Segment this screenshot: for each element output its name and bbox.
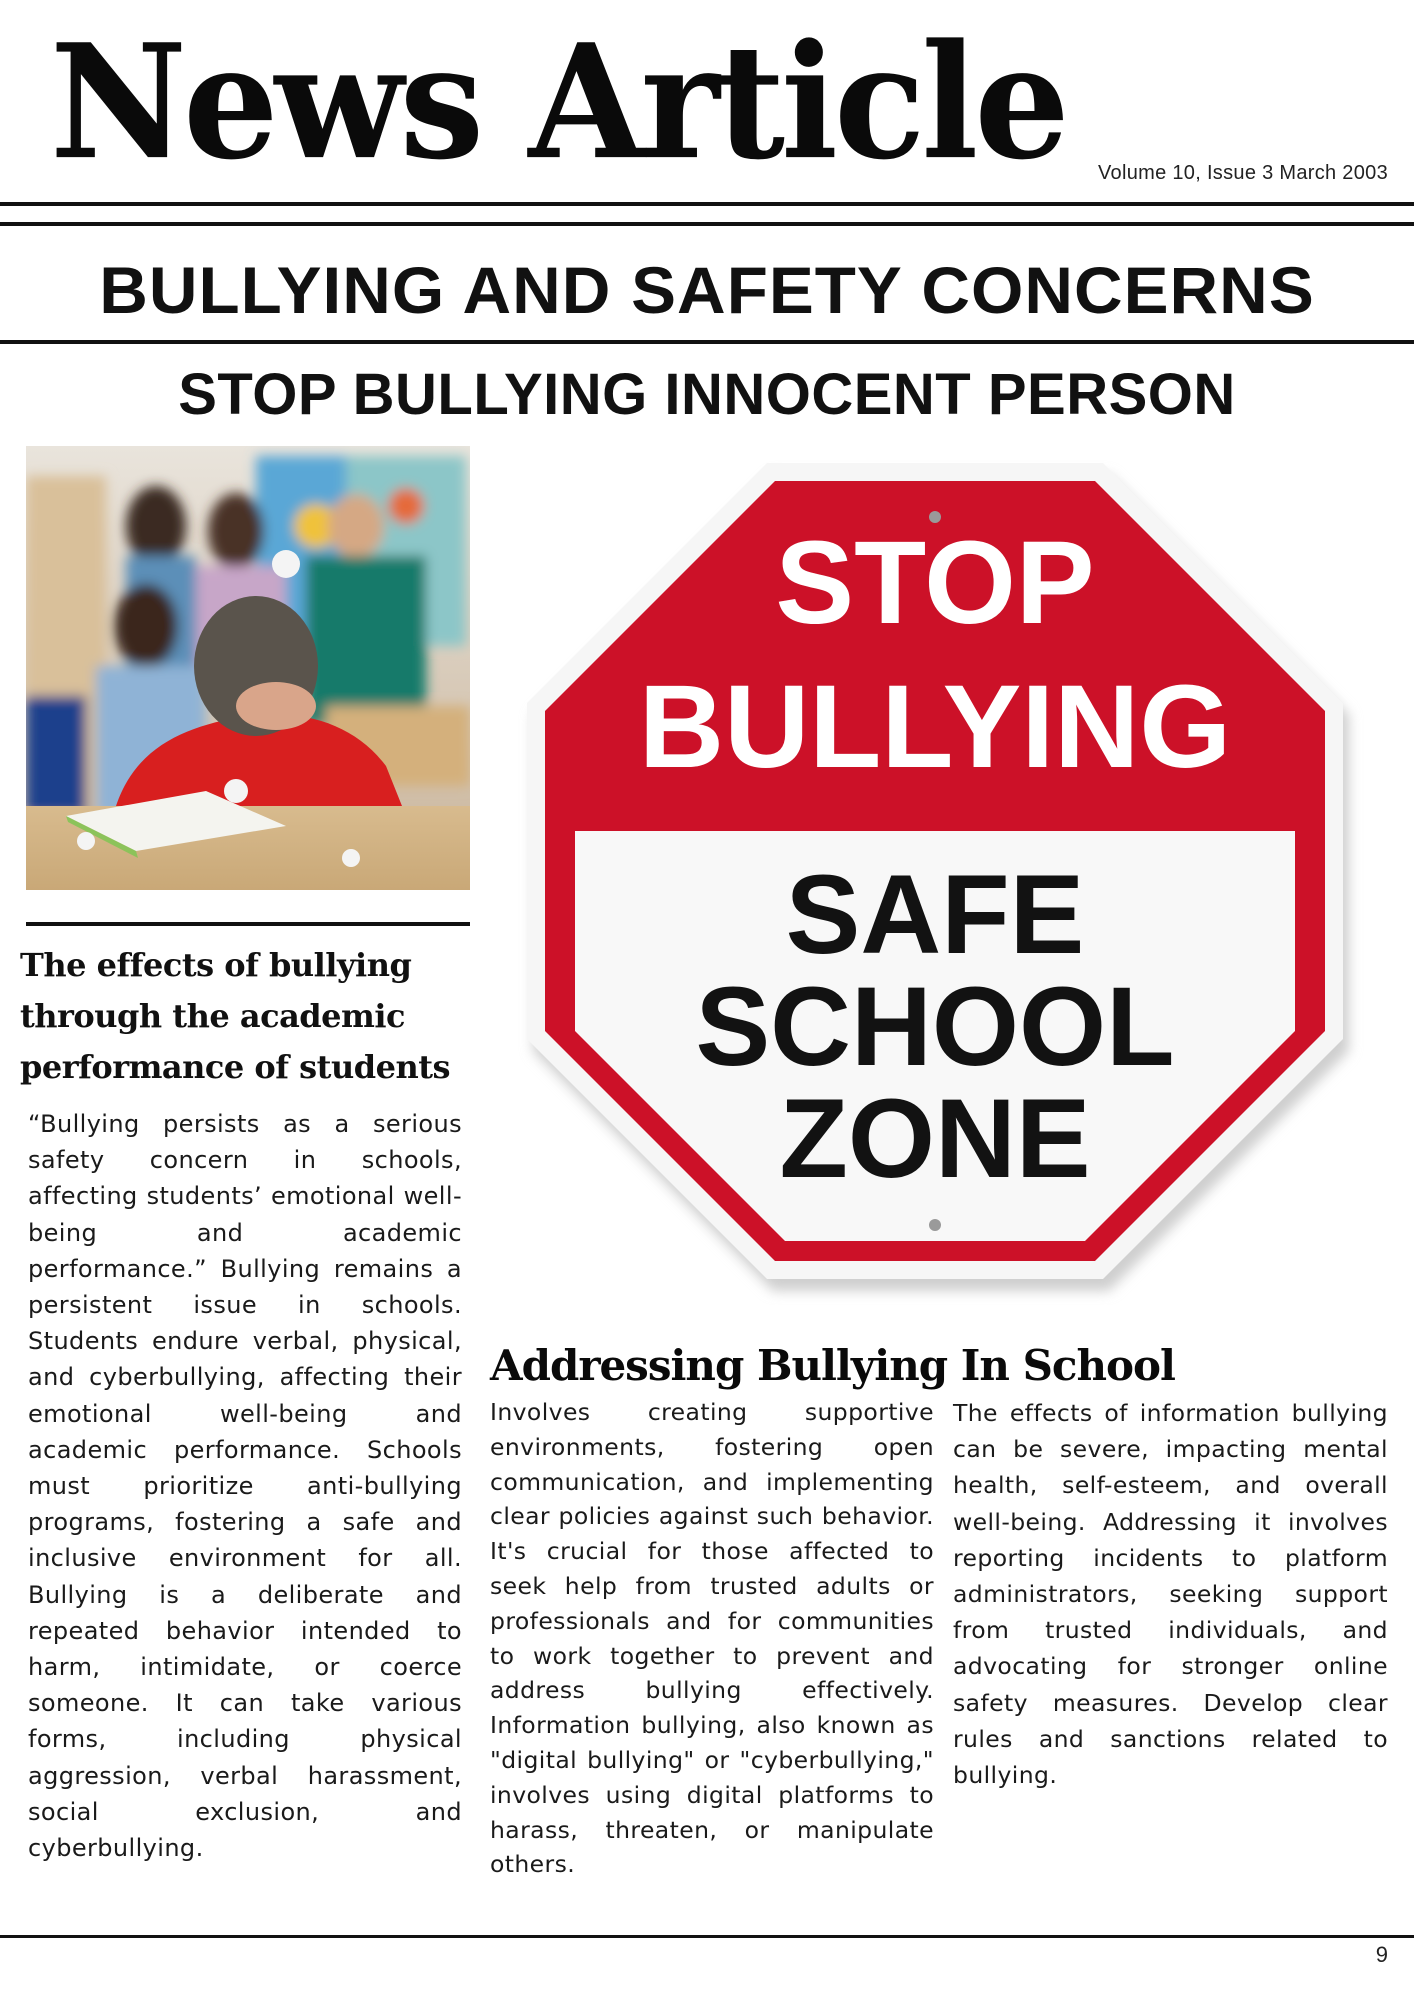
right-article-column-2: The effects of information bullying can be severe, impacting mental health, self-esteem, and overall well-being. Addressing it involves reporting incidents to platform administrators, seeking support from trusted individuals, and advocating for stronger online safety measures. Develop clear rules and sanctions related to bullying. — [953, 1399, 1388, 1790]
page-number: 9 — [1375, 1942, 1388, 1967]
right-article-column-1: Involves creating supportive environments, fostering open communication, and implementing clear policies against such behavior. It's crucial for those affected to seek help from trusted adults or professionals and for communities to work together to prevent and address bullying effectively. Information bullying, also known as "digital bullying" or "cyberbullying," involves using digital platforms to harass, threaten, or manipulate others. — [490, 1398, 934, 1879]
footer-rule — [0, 1935, 1414, 1938]
left-article-body: “Bullying persists as a serious safety concern in schools, affecting students’ emotional well-being and academic performance.” Bullying remains a persistent issue in schools. Students endure verbal, physical, and cyberbullying, affecting their emotional well-being and academic performance. Schools must prioritize anti-bullying programs, fostering a safe and inclusive environment for all. Bullying is a deliberate and repeated behavior intended to harm, intimidate, or coerce someone. It can take various forms, including physical aggression, verbal harassment, social exclusion, and cyberbullying. — [28, 1110, 462, 1863]
stop-bullying-sign — [505, 445, 1365, 1305]
masthead-rule-top — [0, 202, 1414, 206]
headline-rule — [0, 340, 1414, 344]
masthead-title: News Article — [50, 10, 1066, 195]
sign-text-safe: SAFE — [785, 852, 1085, 977]
right-article-heading: Addressing Bullying In School — [490, 1341, 1175, 1390]
sub-headline: STOP BULLYING INNOCENT PERSON — [178, 362, 1236, 427]
left-column-rule — [26, 922, 470, 926]
sign-text-zone: ZONE — [779, 1076, 1091, 1201]
issue-line: Volume 10, Issue 3 March 2003 — [1098, 162, 1388, 184]
masthead-rule-bottom — [0, 222, 1414, 226]
sign-text-stop: STOP — [775, 517, 1095, 649]
sign-text-school: SCHOOL — [695, 964, 1175, 1089]
main-headline: BULLYING AND SAFETY CONCERNS — [99, 253, 1315, 327]
classroom-photo — [26, 446, 470, 890]
left-article-heading: The effects of bullying through the academic performance of students — [20, 946, 451, 1086]
sign-text-bullying: BULLYING — [638, 661, 1232, 793]
